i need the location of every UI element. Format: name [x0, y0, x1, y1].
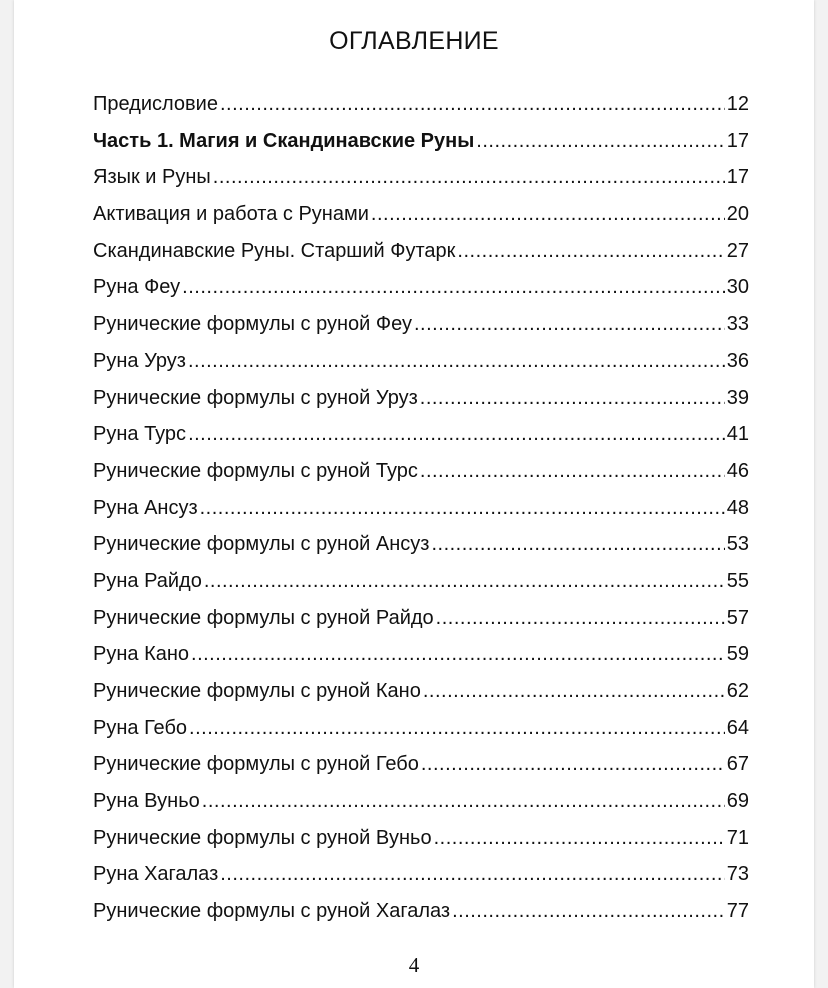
toc-entry-page: 30 — [726, 276, 749, 299]
toc-dot-leader — [188, 343, 725, 380]
toc-entry — [93, 893, 749, 930]
toc-entry-page: 17 — [726, 166, 749, 189]
toc-dot-leader — [414, 306, 725, 343]
toc-dot-leader — [189, 710, 725, 747]
toc-entry — [93, 343, 749, 380]
toc-entry-page: 59 — [726, 643, 749, 666]
toc-entry-page: 69 — [726, 790, 749, 813]
toc-entry — [93, 783, 749, 820]
toc-dot-leader — [421, 746, 725, 783]
toc-dot-leader — [220, 856, 725, 893]
toc-entry-page: 36 — [726, 349, 749, 372]
toc-dot-leader — [436, 600, 725, 637]
toc-entry — [93, 86, 749, 123]
toc-entry-label: Руна Турс — [93, 423, 187, 446]
toc-dot-leader — [200, 490, 725, 527]
toc-entry-page: 48 — [726, 496, 749, 519]
toc-entry — [93, 380, 749, 417]
toc-entry-label: Рунические формулы с руной Кано — [93, 680, 421, 702]
toc-entry — [93, 710, 749, 747]
toc-entry — [93, 123, 749, 160]
toc-entry — [93, 159, 749, 196]
toc-entry — [93, 746, 749, 783]
toc-dot-leader — [188, 416, 725, 453]
toc-entry-page: 20 — [726, 203, 749, 226]
toc-entry-label: Рунические формулы с руной Райдо — [93, 606, 434, 629]
toc-entry-page: 33 — [726, 313, 749, 336]
toc-entry-page: 73 — [726, 863, 749, 886]
toc-entry — [93, 526, 749, 563]
toc-entry — [93, 490, 749, 527]
toc-entry-label: Руна Гебо — [93, 716, 188, 739]
toc-dot-leader — [420, 453, 725, 490]
toc-entry — [93, 453, 749, 490]
toc-entry-label: Руна Феу — [93, 276, 181, 299]
page-title: ОГЛАВЛЕНИЕ — [329, 27, 499, 55]
toc-entry — [93, 416, 749, 453]
toc-dot-leader — [202, 783, 725, 820]
toc-dot-leader — [452, 893, 725, 930]
toc-entry — [93, 563, 749, 600]
toc-entry-page: 46 — [726, 459, 749, 482]
toc-entry-label: Язык и Руны — [93, 166, 211, 189]
toc-entry-label: Руна Уруз — [93, 349, 186, 372]
toc-entry-label: Рунические формулы с руной Турс — [93, 459, 418, 482]
toc-dot-leader — [220, 86, 725, 123]
toc-entry — [93, 673, 749, 710]
table-of-contents — [93, 86, 749, 930]
page-number: 4 — [408, 953, 420, 977]
toc-entry-page: 39 — [726, 386, 749, 409]
toc-entry-page: 57 — [726, 606, 749, 629]
toc-entry — [93, 269, 749, 306]
toc-entry-page: 67 — [726, 753, 749, 776]
toc-dot-leader — [182, 269, 725, 306]
toc-entry — [93, 306, 749, 343]
toc-entry-label: Рунические формулы с руной Хагалаз — [93, 900, 451, 923]
toc-dot-leader — [431, 526, 724, 563]
toc-entry-label: Рунические формулы с руной Вуньо — [93, 826, 432, 849]
toc-dot-leader — [191, 636, 725, 673]
toc-entry — [93, 196, 749, 233]
toc-entry-page: 64 — [726, 716, 749, 739]
toc-entry — [93, 820, 749, 857]
toc-entry-label: Рунические формулы с руной Ансуз — [93, 533, 430, 556]
toc-entry — [93, 233, 749, 270]
toc-entry-page: 41 — [726, 423, 749, 446]
toc-entry-page: 27 — [726, 239, 749, 262]
toc-entry-page: 12 — [726, 93, 749, 115]
toc-entry-label: Руна Вуньо — [93, 790, 200, 813]
toc-entry — [93, 600, 749, 637]
toc-dot-leader — [423, 673, 725, 710]
document-page — [14, 0, 814, 988]
toc-entry-label: Рунические формулы с руной Уруз — [93, 386, 418, 409]
toc-dot-leader — [213, 159, 725, 196]
toc-dot-leader — [457, 233, 724, 270]
toc-entry — [93, 636, 749, 673]
toc-entry-label: Руна Ансуз — [93, 496, 198, 519]
toc-dot-leader — [371, 196, 725, 233]
toc-entry-label: Скандинавские Руны. Старший Футарк — [93, 239, 456, 262]
toc-entry-page: 17 — [726, 129, 749, 152]
toc-entry — [93, 856, 749, 893]
toc-entry-label: Рунические формулы с руной Гебо — [93, 753, 419, 776]
toc-entry-page: 55 — [726, 569, 749, 592]
toc-entry-label: Руна Хагалаз — [93, 863, 219, 886]
toc-entry-label: Часть 1. Магия и Скандинавские Руны — [93, 129, 475, 152]
toc-dot-leader — [434, 820, 725, 857]
toc-entry-label: Предисловие — [93, 93, 218, 115]
toc-entry-label: Рунические формулы с руной Феу — [93, 313, 412, 336]
toc-entry-page: 77 — [726, 900, 749, 923]
toc-entry-page: 62 — [726, 680, 749, 702]
toc-dot-leader — [204, 563, 725, 600]
toc-dot-leader — [476, 123, 724, 160]
toc-entry-label: Руна Райдо — [93, 569, 202, 592]
toc-entry-label: Активация и работа с Рунами — [93, 203, 369, 226]
toc-entry-page: 71 — [726, 826, 749, 849]
toc-entry-page: 53 — [726, 533, 749, 556]
toc-entry-label: Руна Кано — [93, 643, 190, 666]
toc-dot-leader — [420, 380, 725, 417]
